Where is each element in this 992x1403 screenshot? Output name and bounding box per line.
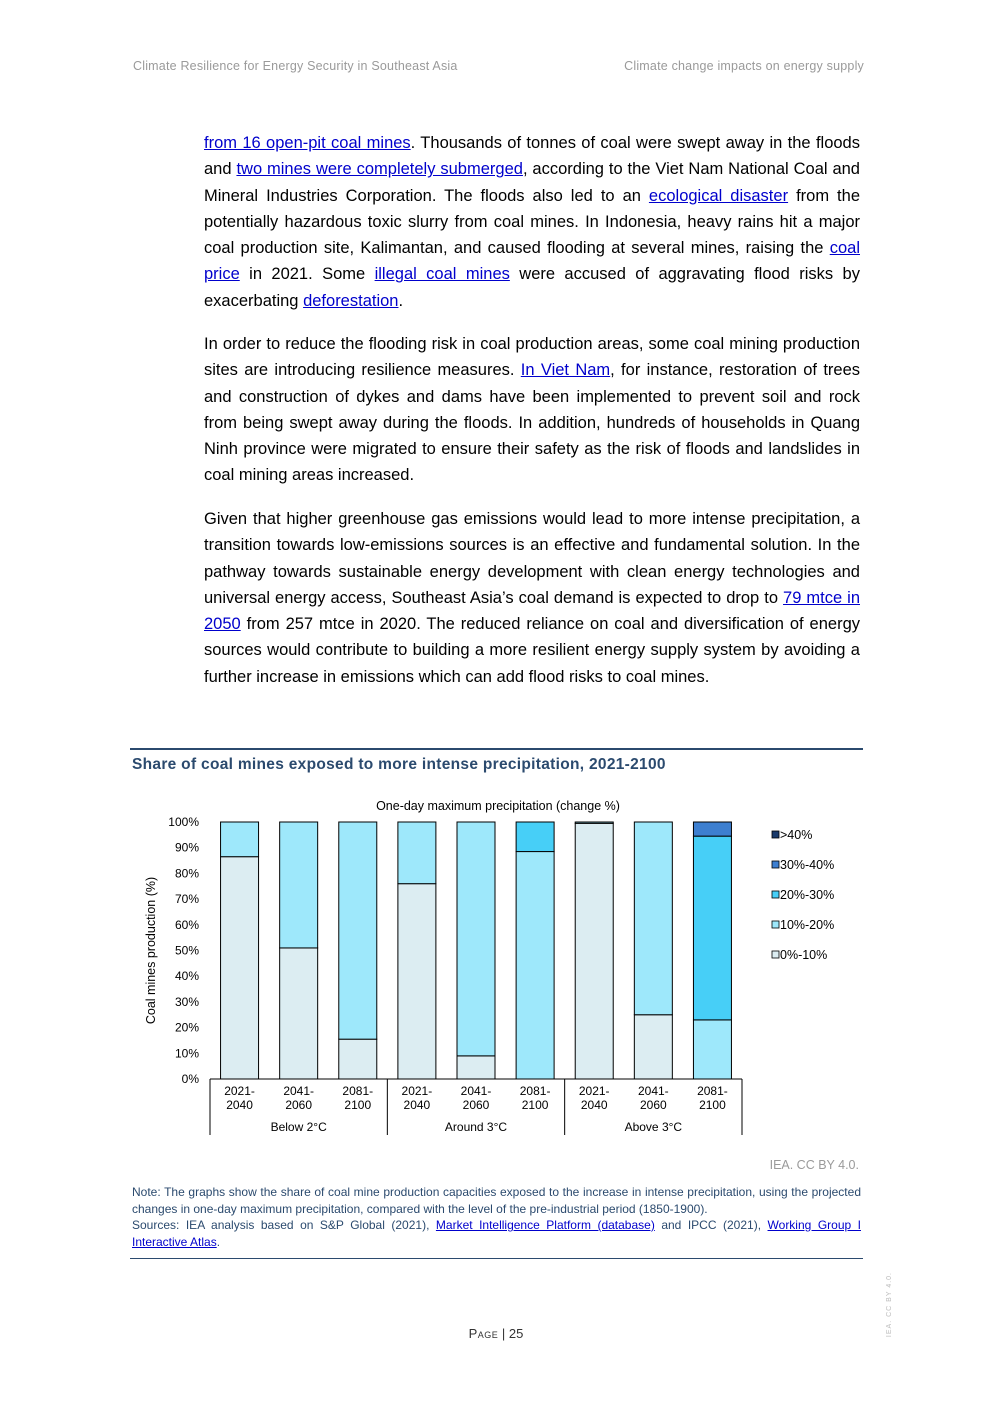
page-separator: | — [498, 1326, 509, 1341]
bar-segment — [693, 836, 731, 1020]
link-79-mtce-2050[interactable]: 79 mtce in 2050 — [204, 588, 860, 634]
bar-segment — [457, 1056, 495, 1079]
chart-svg — [130, 790, 870, 1150]
x-tick-label: 2040 — [580, 1098, 608, 1112]
link-mines-submerged[interactable]: two mines were completely submerged — [236, 160, 523, 179]
bar-segment — [693, 822, 731, 836]
paragraph-text: were accused of aggravating flood risks by exacerbating — [204, 265, 860, 310]
paragraph-text: . — [398, 291, 404, 310]
y-tick-label: 100% — [168, 815, 199, 829]
chart-title: One-day maximum precipitation (change %) — [376, 799, 620, 813]
x-tick-label: 2041- — [637, 1084, 669, 1098]
legend-label: >40% — [780, 828, 813, 842]
bar-segment — [516, 822, 554, 852]
legend-swatch — [772, 831, 779, 838]
legend-label: 0%-10% — [780, 948, 828, 962]
legend-swatch — [772, 951, 779, 958]
bar-segment — [339, 1039, 377, 1079]
bar-segment — [575, 822, 613, 823]
page-number-value: 25 — [508, 1326, 524, 1341]
x-tick-label: 2081- — [519, 1084, 551, 1098]
paragraph-text: from 257 mtce in 2020. The reduced reliance on coal and diversification of energy sources would contribute to building a more resilient energy supply system by avoiding a further increase in emissions which can add flood risks to coal mines. — [204, 615, 860, 686]
legend-label: 10%-20% — [780, 918, 835, 932]
bar-segment — [221, 857, 259, 1079]
link-in-viet-nam[interactable]: In Viet Nam — [520, 361, 611, 380]
paragraph-text: , according to the Viet Nam National Coal and Mineral Industries Corporation. The floods also led to an — [204, 160, 860, 205]
legend-swatch — [772, 921, 779, 928]
paragraph-2 — [204, 331, 860, 489]
page-number — [0, 1326, 992, 1341]
side-credit: IEA. CC BY 4.0. — [886, 1272, 893, 1338]
figure-top-rule — [130, 748, 863, 750]
link-market-intelligence-platform[interactable]: Market Intelligence Platform (database) — [435, 1218, 655, 1232]
note-text: Note: The graphs show the share of coal mine production capacities exposed to the increase in intense precipitation, using the projected changes in one-day maximum precipitation, compared with the level of the pre-industrial period (1850-1900). — [132, 1185, 861, 1216]
link-deforestation[interactable]: deforestation — [303, 291, 399, 310]
paragraph-text: Given that higher greenhouse gas emissions would lead to more intense precipitation, a transition towards low-emissions sources is an effective and fundamental solution. In the pathway towards sustainable energy development with clean energy technologies and universal energy access, Southeast Asia’s coal demand is expected to drop to — [204, 510, 860, 607]
bar-segment — [634, 1015, 672, 1079]
legend-label: 30%-40% — [780, 858, 835, 872]
link-illegal-coal-mines[interactable]: illegal coal mines — [374, 265, 510, 284]
sources-suffix: . — [216, 1234, 221, 1249]
bar-segment — [339, 822, 377, 1039]
bar-segment — [221, 822, 259, 857]
y-tick-label: 80% — [174, 866, 199, 881]
x-tick-label: 2060 — [639, 1098, 667, 1112]
x-tick-label: 2021- — [401, 1084, 433, 1098]
link-working-group-atlas[interactable]: Working Group I Interactive Atlas — [132, 1218, 861, 1249]
x-tick-label: 2041- — [283, 1084, 315, 1098]
x-tick-label: 2100 — [344, 1098, 372, 1112]
paragraph-3 — [204, 506, 860, 690]
x-tick-label: 2081- — [697, 1084, 728, 1098]
bar-segment — [516, 852, 554, 1079]
figure-note — [132, 1184, 861, 1250]
group-label: Above 3°C — [624, 1120, 683, 1134]
y-tick-label: 30% — [174, 994, 199, 1009]
paragraph-text: in 2021. Some — [239, 265, 375, 284]
figure-title: Share of coal mines exposed to more intense precipitation, 2021-2100 — [132, 756, 666, 773]
bar-segment — [693, 1020, 731, 1079]
x-tick-label: 2100 — [699, 1098, 726, 1112]
figure-credit: IEA. CC BY 4.0. — [769, 1158, 859, 1172]
sources-middle: and IPCC (2021), — [654, 1218, 768, 1232]
paragraph-text: . Thousands of tonnes of coal were swept away in the floods and — [204, 134, 860, 179]
x-tick-label: 2041- — [460, 1084, 492, 1098]
paragraph-1 — [204, 130, 860, 314]
bar-segment — [398, 884, 436, 1079]
link-ecological-disaster[interactable]: ecological disaster — [648, 186, 789, 205]
y-tick-label: 70% — [174, 892, 199, 907]
figure-bottom-rule — [130, 1258, 863, 1259]
x-tick-label: 2021- — [578, 1084, 610, 1098]
paragraph-text: In order to reduce the flooding risk in coal production areas, some coal mining production sites are introducing resilience measures. — [204, 335, 860, 380]
page-word: Page — [468, 1326, 499, 1341]
y-tick-label: 20% — [174, 1020, 199, 1035]
x-tick-label: 2081- — [342, 1084, 374, 1098]
bar-segment — [280, 948, 318, 1079]
bar-segment — [575, 823, 613, 1079]
x-tick-label: 2040 — [403, 1098, 431, 1112]
sources-prefix: Sources: IEA analysis based on S&P Global (2021), — [132, 1218, 436, 1232]
group-label: Below 2°C — [270, 1120, 327, 1134]
y-axis-label: Coal mines production (%) — [144, 876, 158, 1025]
running-header-left: Climate Resilience for Energy Security in Southeast Asia — [133, 59, 458, 73]
x-tick-label: 2021- — [224, 1084, 255, 1098]
y-tick-label: 60% — [174, 917, 199, 932]
bar-segment — [398, 822, 436, 884]
legend-label: 20%-30% — [780, 888, 835, 902]
stacked-bar-chart — [130, 790, 870, 1150]
x-tick-label: 2060 — [285, 1098, 313, 1112]
sources-text — [132, 1217, 861, 1250]
x-tick-label: 2100 — [521, 1098, 549, 1112]
y-tick-label: 0% — [181, 1072, 199, 1086]
legend-swatch — [772, 891, 779, 898]
bar-segment — [457, 822, 495, 1056]
legend-swatch — [772, 861, 779, 868]
x-tick-label: 2060 — [462, 1098, 490, 1112]
group-label: Around 3°C — [444, 1120, 508, 1134]
running-header-right: Climate change impacts on energy supply — [624, 59, 864, 73]
x-tick-label: 2040 — [226, 1098, 253, 1112]
bar-segment — [634, 822, 672, 1015]
y-tick-label: 90% — [174, 840, 199, 855]
paragraph-text: from the potentially hazardous toxic slurry from coal mines. In Indonesia, heavy rains hit a major coal production site, Kalimantan, and caused flooding at several mines, raising the — [204, 186, 860, 258]
y-tick-label: 50% — [174, 943, 199, 958]
link-open-pit-coal-mines[interactable]: from 16 open-pit coal mines — [204, 134, 411, 152]
paragraph-text: , for instance, restoration of trees and construction of dykes and dams have been implemented to prevent soil and rock from being swept away during the floods. In addition, hundreds of households in Quang Ninh province were migrated to ensure their safety as the risk of floods and landslides in coal mining areas increased. — [204, 361, 860, 485]
y-tick-label: 40% — [174, 969, 199, 984]
link-coal-price[interactable]: coal price — [204, 239, 860, 284]
bar-segment — [280, 822, 318, 948]
y-tick-label: 10% — [174, 1046, 199, 1061]
